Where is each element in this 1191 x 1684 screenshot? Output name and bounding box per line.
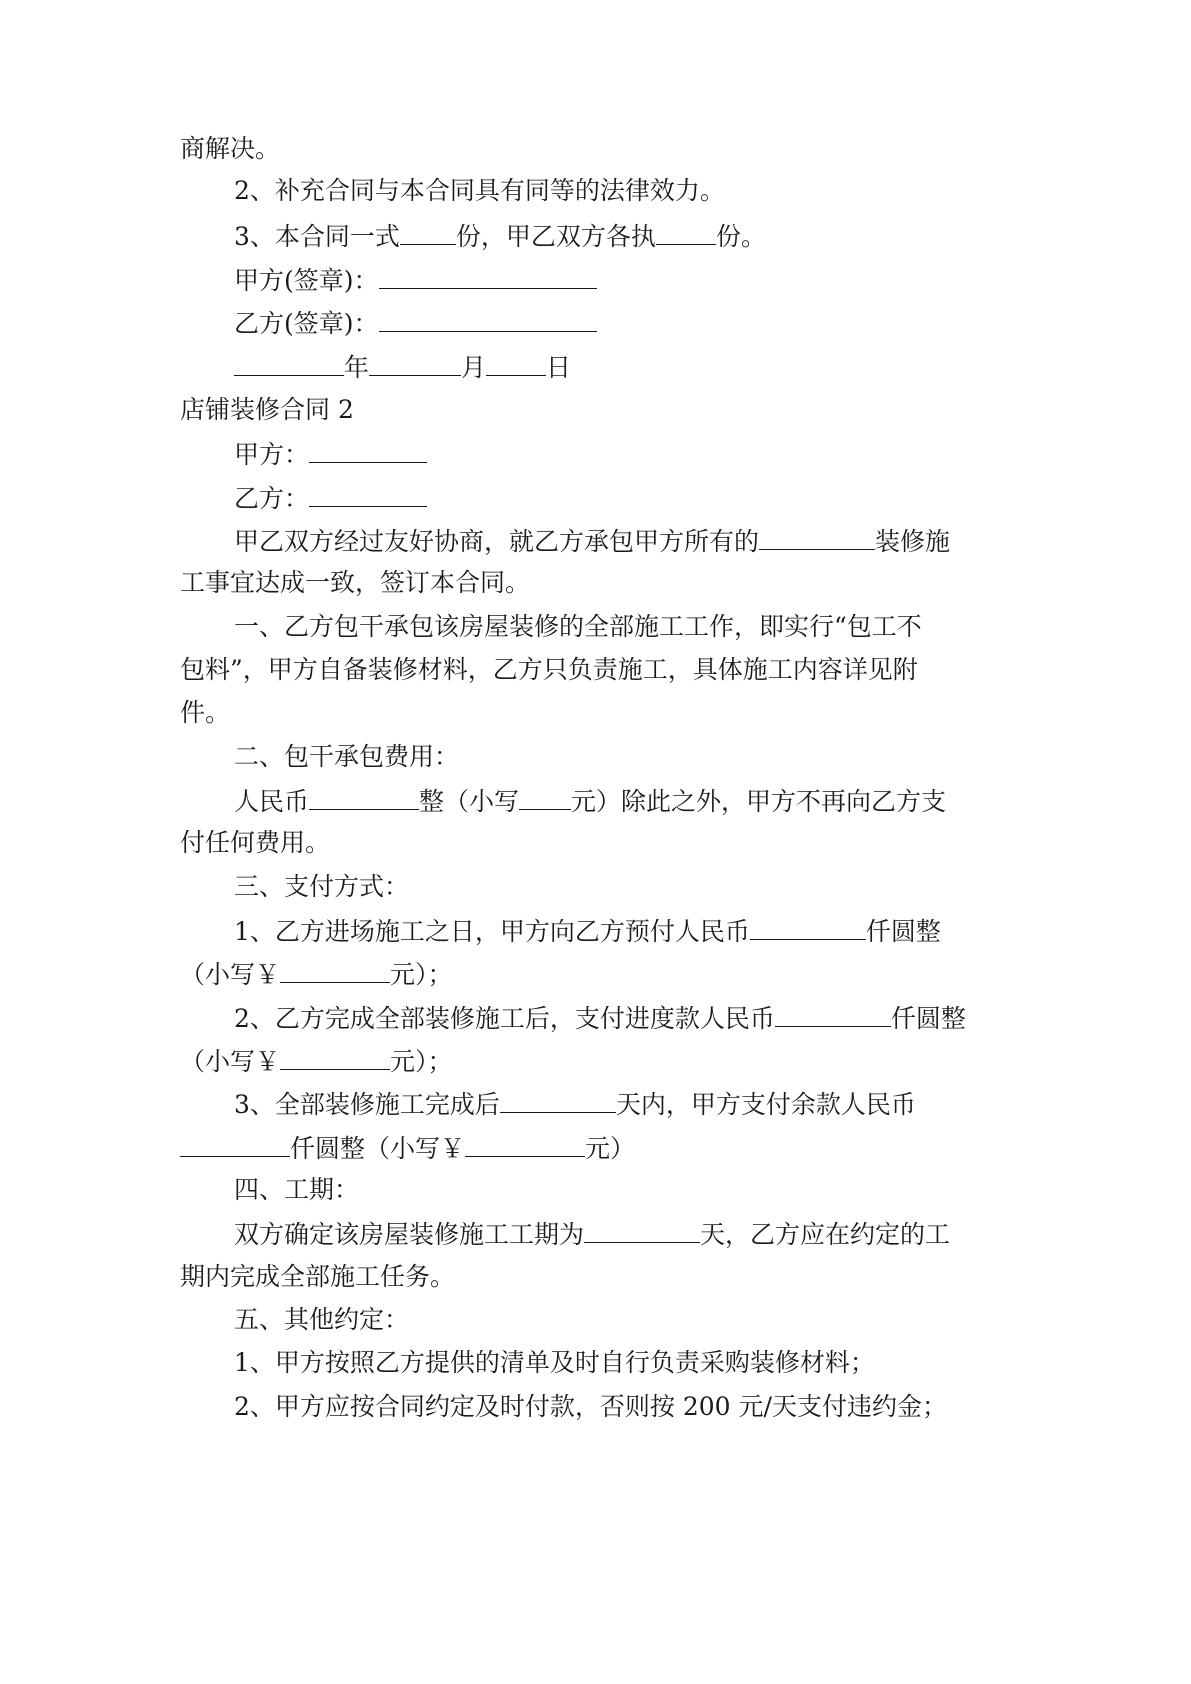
- paragraph-line: [234, 525, 950, 557]
- amount-lower-blank: [465, 1132, 585, 1157]
- clause-heading-2: [234, 742, 459, 772]
- text: 仟圆整: [890, 1004, 966, 1033]
- signature-date: [234, 351, 571, 383]
- schedule-line: [234, 1218, 950, 1250]
- clause-heading-5: [234, 1305, 409, 1335]
- text: 3、全部装修施工完成后: [234, 1090, 500, 1119]
- paragraph-line: [180, 655, 918, 685]
- text: 人民币: [234, 787, 310, 816]
- party-a: [234, 438, 427, 470]
- text: 3、本合同一式: [234, 222, 400, 251]
- paragraph-line: [180, 698, 230, 728]
- text: 整（小写: [419, 787, 520, 816]
- text: 付任何费用。: [180, 828, 331, 857]
- amount-blank: [775, 1002, 891, 1027]
- paragraph-line: [180, 958, 453, 990]
- party-a-signature: [234, 264, 597, 296]
- other-terms-1: [234, 1348, 875, 1378]
- payment-2: [234, 1002, 966, 1034]
- text: （小写￥: [180, 960, 281, 989]
- amount-lower-blank: [280, 1045, 390, 1070]
- year-blank: [234, 351, 344, 376]
- party-blank: [309, 482, 427, 507]
- text: 装修施: [875, 527, 951, 556]
- text: 甲方(签章)：: [234, 266, 379, 295]
- property-blank: [759, 525, 875, 550]
- text: 商解决。: [180, 134, 281, 163]
- amount-blank: [180, 1132, 290, 1157]
- text: 月: [461, 353, 487, 382]
- paragraph-line: [180, 1132, 635, 1164]
- text: 五、其他约定：: [234, 1305, 410, 1334]
- clause-3: [234, 220, 766, 252]
- text: 乙方：: [234, 484, 310, 513]
- text: 件。: [180, 698, 231, 727]
- payment-1: [234, 915, 941, 947]
- text: 乙方(签章)：: [234, 309, 379, 338]
- text: 元）除此之外，甲方不再向乙方支: [571, 787, 947, 816]
- text: 天内，甲方支付余款人民币: [615, 1090, 916, 1119]
- text: 一、乙方包干承包该房屋装修的全部施工工作，即实行“包工不: [234, 612, 922, 641]
- amount-blank: [750, 915, 866, 940]
- month-blank: [369, 351, 461, 376]
- days-blank: [584, 1218, 700, 1243]
- day-blank: [486, 351, 546, 376]
- text: 二、包干承包费用：: [234, 742, 460, 771]
- text: 年: [344, 353, 370, 382]
- paragraph-line: [180, 1045, 453, 1077]
- paragraph-line: [180, 1262, 455, 1292]
- text: 1、甲方按照乙方提供的清单及时自行负责采购装修材料；: [234, 1348, 875, 1377]
- party-blank: [309, 438, 427, 463]
- text: （小写￥: [180, 1047, 281, 1076]
- text: 仟圆整（小写￥: [290, 1134, 466, 1163]
- paragraph-line: [180, 134, 280, 164]
- fee-line: [234, 785, 946, 817]
- text: 份。: [715, 222, 766, 251]
- text: 2、甲方应按合同约定及时付款，否则按 200 元/天支付违约金；: [234, 1392, 947, 1421]
- text: 2、补充合同与本合同具有同等的法律效力。: [234, 176, 725, 205]
- text: 份，甲乙双方各执: [455, 222, 656, 251]
- text: 1、乙方进场施工之日，甲方向乙方预付人民币: [234, 917, 750, 946]
- amount-lower-blank: [519, 785, 571, 810]
- payment-3: [234, 1088, 916, 1120]
- party-b: [234, 482, 427, 514]
- amount-lower-blank: [280, 958, 390, 983]
- clause-heading-1: [234, 612, 922, 642]
- party-b-signature: [234, 307, 597, 339]
- text: 双方确定该房屋装修施工工期为: [234, 1220, 585, 1249]
- clause-2: [234, 176, 725, 206]
- signature-blank: [379, 307, 597, 332]
- text: 元）: [585, 1134, 636, 1163]
- text: 四、工期：: [234, 1175, 360, 1204]
- text: 三、支付方式：: [234, 872, 410, 901]
- days-blank: [500, 1088, 616, 1113]
- paragraph-line: [180, 568, 530, 598]
- paragraph-line: [180, 828, 330, 858]
- text: 仟圆整: [865, 917, 941, 946]
- copies-total-blank: [400, 220, 456, 245]
- text: 工事宜达成一致，签订本合同。: [180, 568, 531, 597]
- text: 甲乙双方经过友好协商，就乙方承包甲方所有的: [234, 527, 760, 556]
- amount-blank: [309, 785, 419, 810]
- signature-blank: [379, 264, 597, 289]
- clause-heading-3: [234, 872, 409, 902]
- text: 元）；: [390, 1047, 453, 1076]
- text: 甲方：: [234, 440, 310, 469]
- clause-heading-4: [234, 1175, 359, 1205]
- text: 天，乙方应在约定的工: [700, 1220, 951, 1249]
- text: 元）；: [390, 960, 453, 989]
- text: 2、乙方完成全部装修施工后，支付进度款人民币: [234, 1004, 775, 1033]
- text: 店铺装修合同 2: [180, 395, 354, 424]
- section-title: [180, 395, 354, 425]
- text: 日: [546, 353, 572, 382]
- text: 期内完成全部施工任务。: [180, 1262, 456, 1291]
- copies-each-blank: [656, 220, 716, 245]
- text: 包料”，甲方自备装修材料，乙方只负责施工，具体施工内容详见附: [180, 655, 918, 684]
- other-terms-2: [234, 1392, 947, 1422]
